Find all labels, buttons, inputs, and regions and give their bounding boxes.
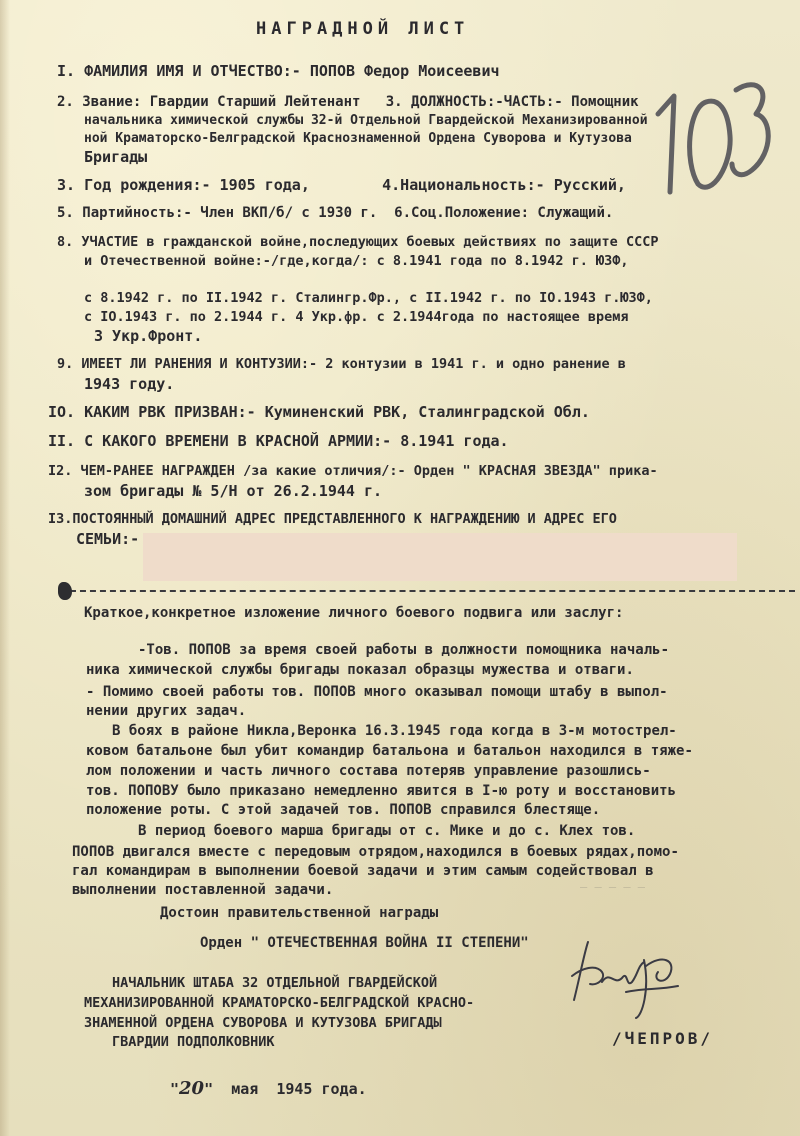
document-date: "20" мая 1945 года. — [170, 1078, 367, 1099]
field-5-party: 5. Партийность:- Член ВКП/б/ с 1930 г. 6.Соц.Положение: Служащий. — [57, 205, 614, 221]
signer-title-2: МЕХАНИЗИРОВАННОЙ КРАМАТОРСКО-БЕЛГРАДСКОЙ КРАСНО- — [84, 995, 475, 1011]
recommended-order: Орден " ОТЕЧЕСТВЕННАЯ ВОЙНА II СТЕПЕНИ" — [200, 935, 529, 951]
field-13-family: СЕМЬИ:- — [76, 530, 140, 548]
feat-para-4c: гал командирам в выполнении боевой задачи и этим самым содействовал в — [72, 863, 654, 879]
field-10-rvk: IO. КАКИМ РВК ПРИЗВАН:- Куминенский РВК, Сталинградской Обл. — [48, 403, 590, 421]
field-11-since: II. С КАКОГО ВРЕМЕНИ В КРАСНОЙ АРМИИ:- 8.1941 года. — [48, 432, 509, 450]
field-13-address: I3.ПОСТОЯННЫЙ ДОМАШНИЙ АДРЕС ПРЕДСТАВЛЕННОГО К НАГРАЖДЕНИЮ И АДРЕС ЕГО — [48, 511, 617, 527]
signer-title-4: ГВАРДИИ ПОДПОЛКОВНИК — [112, 1034, 275, 1050]
field-9-cont: 1943 году. — [84, 375, 175, 393]
recommendation: Достоин правительственной награды — [160, 905, 439, 921]
field-8-participation: 8. УЧАСТИЕ в гражданской войне,последующих боевых действиях по защите СССР — [57, 234, 659, 250]
field-3-birth: 3. Год рождения:- 1905 года, 4.Национальность:- Русский, — [57, 176, 626, 194]
separator-line — [60, 590, 795, 592]
feat-para-3d: тов. ПОПОВУ было приказано немедленно явится в I-ю роту и восстановить — [86, 783, 677, 799]
field-1-name: I. ФАМИЛИЯ ИМЯ И ОТЧЕСТВО:- ПОПОВ Федор Моисеевич — [57, 62, 500, 80]
ink-blot — [58, 582, 72, 600]
date-day: 20 — [179, 1078, 205, 1099]
handwritten-number — [640, 52, 780, 202]
feat-para-1: -Тов. ПОПОВ за время своей работы в должности помощника началь- — [138, 642, 670, 658]
feat-para-4d: выполнении поставленной задачи. — [72, 882, 334, 898]
paper-edge — [0, 0, 10, 1136]
signer-title-3: ЗНАМЕННОЙ ОРДЕНА СУВОРОВА И КУТУЗОВА БРИГАДЫ — [84, 1015, 442, 1031]
feat-para-3e: положение роты. С этой задачей тов. ПОПОВ справился блестяще. — [86, 802, 601, 818]
field-12-awards: I2. ЧЕМ-РАНЕЕ НАГРАЖДЕН /за какие отличия/:- Орден " КРАСНАЯ ЗВЕЗДА" прика- — [48, 463, 658, 479]
field-12-cont: зом бригады № 5/Н от 26.2.1944 г. — [84, 482, 383, 500]
date-rest: мая 1945 года. — [231, 1080, 367, 1098]
field-9-wounds: 9. ИМЕЕТ ЛИ РАНЕНИЯ И КОНТУЗИИ:- 2 контузии в 1941 г. и одно ранение в — [57, 356, 626, 372]
field-2-rank: 2. Звание: Гвардии Старший Лейтенант 3. ДОЛЖНОСТЬ:-ЧАСТЬ:- Помощник — [57, 94, 639, 110]
field-2-rank-cont-2: ной Краматорско-Белградской Краснознаменной Ордена Суворова и Кутузова — [84, 131, 632, 146]
field-8-cont-4: 3 Укр.Фронт. — [94, 327, 203, 345]
signature — [566, 930, 686, 1020]
feat-para-3: В боях в районе Никла,Веронка 16.3.1945 года когда в 3-м мотострел- — [112, 723, 677, 739]
feat-para-1b: ника химической службы бригады показал образцы мужества и отваги. — [86, 662, 634, 678]
feat-para-2b: нении других задач. — [86, 703, 247, 719]
document-title: НАГРАДНОЙ ЛИСТ — [256, 19, 470, 39]
feat-para-3c: лом положении и часть личного состава потеряв управление разошлись- — [86, 763, 651, 779]
field-2-rank-cont-1: начальника химической службы 32-й Отдельной Гвардейской Механизированной — [84, 113, 648, 128]
feat-para-4: В период боевого марша бригады от с. Мике и до с. Клех тов. — [138, 823, 636, 839]
redacted-address — [143, 533, 737, 581]
feat-para-3b: ковом батальоне был убит командир батальона и батальон находился в тяже- — [86, 743, 693, 759]
feat-heading: Краткое,конкретное изложение личного боевого подвига или заслуг: — [84, 605, 624, 621]
field-8-cont-2: с 8.1942 г. по II.1942 г. Сталингр.Фр., с II.1942 г. по IO.1943 г.ЮЗФ, — [84, 290, 653, 306]
field-8-cont-3: с IO.1943 г. по 2.1944 г. 4 Укр.фр. с 2.1944года по настоящее время — [84, 309, 629, 325]
feat-para-2: - Помимо своей работы тов. ПОПОВ много оказывал помощи штабу в выпол- — [86, 684, 668, 700]
field-8-cont-1: и Отечественной войне:-/где,когда/: с 8.1941 года по 8.1942 г. ЮЗФ, — [84, 253, 629, 269]
field-2-rank-cont-3: Бригады — [84, 148, 148, 166]
signer-name: /ЧЕПРОВ/ — [612, 1029, 714, 1048]
signer-title-1: НАЧАЛЬНИК ШТАБА 32 ОТДЕЛЬНОЙ ГВАРДЕЙСКОЙ — [112, 975, 438, 991]
faint-stamp-mark: — — — — — — [580, 880, 646, 894]
feat-para-4b: ПОПОВ двигался вместе с передовым отрядом,находился в боевых рядах,помо- — [72, 844, 679, 860]
